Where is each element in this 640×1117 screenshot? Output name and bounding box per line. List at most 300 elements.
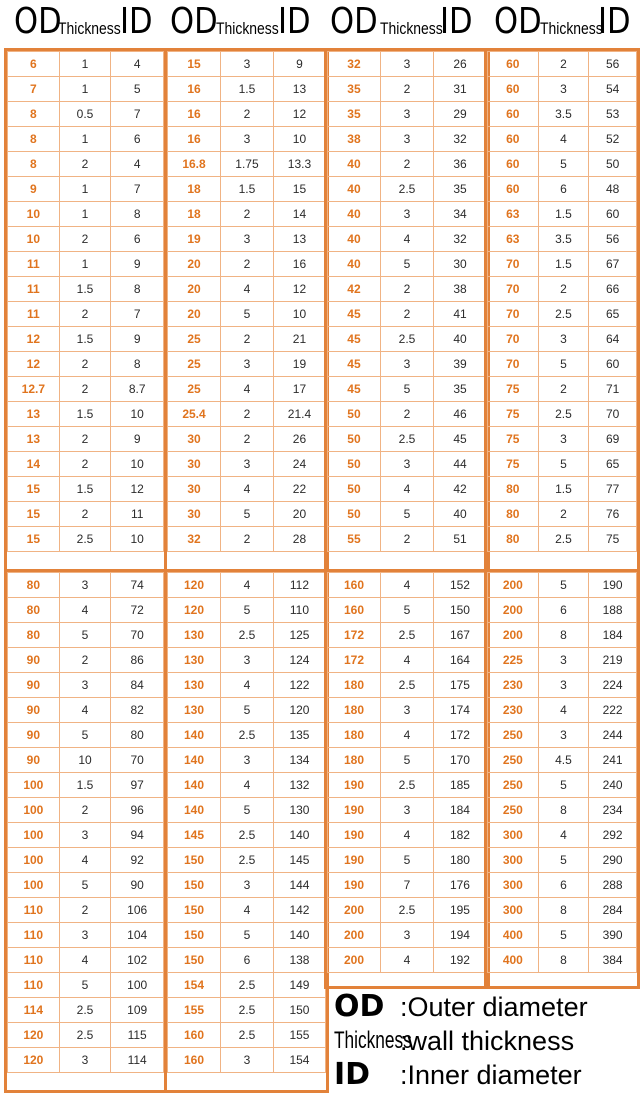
table-row [168, 227, 326, 252]
thickness-cell: 3 [381, 698, 434, 723]
table-row [8, 352, 164, 377]
od-cell: 110 [8, 948, 60, 973]
header-group-2 [166, 0, 326, 46]
od-cell: 25 [168, 377, 221, 402]
thickness-cell: 3 [380, 202, 433, 227]
od-cell: 50 [328, 427, 381, 452]
id-cell: 149 [273, 973, 325, 998]
id-cell: 21 [273, 327, 325, 352]
id-cell: 109 [111, 998, 164, 1023]
table-row [168, 623, 326, 648]
id-cell: 45 [434, 427, 487, 452]
thickness-cell: 2.5 [538, 302, 589, 327]
table-row [8, 973, 164, 998]
thickness-cell: 3 [381, 923, 434, 948]
thickness-cell: 3 [220, 227, 273, 252]
od-cell: 13 [8, 427, 60, 452]
table-row [488, 848, 637, 873]
od-cell: 14 [8, 452, 60, 477]
table-row [488, 723, 637, 748]
table-row [488, 327, 637, 352]
od-cell: 6 [8, 52, 60, 77]
id-cell: 82 [111, 698, 164, 723]
thickness-cell: 2.5 [59, 998, 111, 1023]
table-row [8, 77, 164, 102]
table-row [168, 748, 326, 773]
table-row [488, 623, 637, 648]
od-cell: 250 [488, 748, 539, 773]
table-row [488, 923, 637, 948]
thickness-cell: 2 [538, 52, 589, 77]
thickness-cell: 1 [59, 77, 111, 102]
table-row [328, 227, 487, 252]
table-block [4, 569, 167, 1093]
id-cell: 30 [434, 252, 487, 277]
thickness-cell: 4 [381, 648, 434, 673]
id-cell: 122 [273, 673, 325, 698]
table-row [8, 402, 164, 427]
table-row [168, 252, 326, 277]
thickness-cell: 0.5 [59, 102, 111, 127]
table-row [8, 623, 164, 648]
od-cell: 16.8 [168, 152, 221, 177]
table-row [328, 152, 487, 177]
id-cell: 67 [589, 252, 637, 277]
table-row [328, 452, 487, 477]
id-cell: 32 [434, 227, 487, 252]
thickness-header: Thickness [216, 19, 279, 38]
thickness-cell: 1 [59, 252, 111, 277]
id-cell: 34 [434, 202, 487, 227]
table-row [168, 873, 326, 898]
id-cell: 10 [111, 402, 164, 427]
id-cell: 72 [111, 598, 164, 623]
table-row [168, 973, 326, 998]
od-cell: 80 [8, 598, 60, 623]
od-cell: 11 [8, 302, 60, 327]
od-cell: 300 [488, 898, 539, 923]
id-cell: 75 [589, 527, 637, 552]
id-cell: 172 [433, 723, 486, 748]
id-cell: 135 [273, 723, 325, 748]
table-row [488, 502, 637, 527]
id-cell: 140 [273, 823, 325, 848]
table-row [488, 277, 637, 302]
od-cell: 70 [488, 352, 539, 377]
od-cell: 7 [8, 77, 60, 102]
od-cell: 8 [8, 152, 60, 177]
od-cell: 90 [8, 698, 60, 723]
thickness-cell: 2 [380, 527, 433, 552]
thickness-cell: 5 [380, 377, 433, 402]
id-cell: 7 [111, 177, 164, 202]
table-row [168, 502, 326, 527]
od-cell: 140 [168, 773, 221, 798]
table-row [328, 773, 487, 798]
od-cell: 80 [488, 527, 539, 552]
thickness-cell: 3 [59, 923, 111, 948]
id-cell: 234 [589, 798, 637, 823]
od-cell: 10 [8, 202, 60, 227]
thickness-cell: 3 [380, 102, 433, 127]
thickness-cell: 4 [381, 823, 434, 848]
od-cell: 16 [168, 77, 221, 102]
od-cell: 250 [488, 723, 539, 748]
id-cell: 140 [273, 923, 325, 948]
table-row [488, 152, 637, 177]
thickness-cell: 4 [538, 698, 589, 723]
od-cell: 40 [328, 152, 381, 177]
thickness-cell: 2 [59, 377, 111, 402]
table-row [168, 848, 326, 873]
id-cell: 35 [434, 177, 487, 202]
thickness-cell: 2.5 [538, 402, 589, 427]
od-cell: 35 [328, 77, 381, 102]
id-cell: 138 [273, 948, 325, 973]
id-cell: 74 [111, 573, 164, 598]
thickness-cell: 6 [221, 948, 274, 973]
id-cell: 290 [589, 848, 637, 873]
od-header: OD [14, 1, 62, 42]
id-cell: 174 [433, 698, 486, 723]
thickness-cell: 4 [220, 277, 273, 302]
size-table [7, 572, 164, 1073]
id-cell: 20 [273, 502, 325, 527]
thickness-cell: 1.5 [59, 477, 111, 502]
od-cell: 100 [8, 873, 60, 898]
thickness-cell: 2.5 [381, 898, 434, 923]
thickness-cell: 5 [221, 698, 274, 723]
od-cell: 32 [328, 52, 381, 77]
table-row [488, 773, 637, 798]
thickness-cell: 8 [538, 898, 589, 923]
thickness-cell: 4 [220, 477, 273, 502]
table-row [328, 823, 487, 848]
table-row [8, 152, 164, 177]
table-row [8, 477, 164, 502]
table-row [8, 277, 164, 302]
id-cell: 384 [589, 948, 637, 973]
size-table [327, 572, 487, 973]
id-cell: 76 [589, 502, 637, 527]
id-cell: 56 [589, 52, 637, 77]
id-cell: 8.7 [111, 377, 164, 402]
od-cell: 60 [488, 127, 539, 152]
od-cell: 30 [168, 452, 221, 477]
table-row [328, 527, 487, 552]
table-row [328, 427, 487, 452]
od-cell: 40 [328, 252, 381, 277]
table-row [8, 873, 164, 898]
table-row [328, 352, 487, 377]
id-cell: 8 [111, 202, 164, 227]
od-cell: 30 [168, 427, 221, 452]
od-cell: 40 [328, 202, 381, 227]
od-cell: 172 [328, 623, 381, 648]
thickness-cell: 2 [220, 252, 273, 277]
od-cell: 50 [328, 402, 381, 427]
od-cell: 15 [168, 52, 221, 77]
table-row [328, 723, 487, 748]
thickness-cell: 1.5 [59, 402, 111, 427]
od-cell: 13 [8, 402, 60, 427]
od-cell: 155 [168, 998, 221, 1023]
id-cell: 167 [433, 623, 486, 648]
thickness-cell: 2.5 [380, 427, 433, 452]
od-cell: 30 [168, 502, 221, 527]
od-cell: 50 [328, 452, 381, 477]
od-cell: 130 [168, 648, 221, 673]
od-cell: 38 [328, 127, 381, 152]
od-cell: 70 [488, 327, 539, 352]
od-cell: 140 [168, 723, 221, 748]
id-cell: 124 [273, 648, 325, 673]
od-cell: 130 [168, 673, 221, 698]
thickness-cell: 3 [221, 1048, 274, 1073]
id-cell: 32 [434, 127, 487, 152]
thickness-cell: 2 [59, 302, 111, 327]
id-cell: 13 [273, 77, 325, 102]
id-cell: 42 [434, 477, 487, 502]
thickness-cell: 3 [380, 52, 433, 77]
table-row [168, 127, 326, 152]
table-row [328, 698, 487, 723]
id-cell: 60 [589, 352, 637, 377]
table-row [488, 573, 637, 598]
thickness-cell: 2 [538, 502, 589, 527]
table-row [328, 948, 487, 973]
table-row [8, 798, 164, 823]
id-cell: 41 [434, 302, 487, 327]
od-cell: 150 [168, 923, 221, 948]
id-cell: 48 [589, 177, 637, 202]
id-cell: 56 [589, 227, 637, 252]
od-cell: 45 [328, 352, 381, 377]
thickness-cell: 4 [221, 673, 274, 698]
id-cell: 71 [589, 377, 637, 402]
od-cell: 60 [488, 102, 539, 127]
table-row [8, 1048, 164, 1073]
table-row [328, 252, 487, 277]
id-cell: 152 [433, 573, 486, 598]
thickness-cell: 3.5 [538, 102, 589, 127]
table-row [8, 177, 164, 202]
table-row [168, 923, 326, 948]
size-table [487, 51, 637, 552]
od-cell: 18 [168, 202, 221, 227]
thickness-cell: 2 [59, 648, 111, 673]
id-cell: 150 [433, 598, 486, 623]
id-cell: 288 [589, 873, 637, 898]
thickness-cell: 2.5 [59, 1023, 111, 1048]
od-cell: 90 [8, 648, 60, 673]
table-row [488, 77, 637, 102]
id-cell: 175 [433, 673, 486, 698]
id-cell: 16 [273, 252, 325, 277]
table-row [488, 52, 637, 77]
table-row [328, 102, 487, 127]
thickness-cell: 2.5 [380, 327, 433, 352]
table-row [328, 77, 487, 102]
od-cell: 80 [8, 623, 60, 648]
id-cell: 96 [111, 798, 164, 823]
thickness-cell: 2 [538, 277, 589, 302]
table-row [8, 573, 164, 598]
table-row [8, 502, 164, 527]
thickness-cell: 10 [59, 748, 111, 773]
thickness-cell: 2.5 [380, 177, 433, 202]
od-cell: 100 [8, 773, 60, 798]
id-cell: 241 [589, 748, 637, 773]
thickness-cell: 2 [380, 277, 433, 302]
od-cell: 230 [488, 698, 539, 723]
id-cell: 195 [433, 898, 486, 923]
thickness-cell: 3 [221, 748, 274, 773]
table-row [488, 352, 637, 377]
id-cell: 70 [589, 402, 637, 427]
table-row [488, 823, 637, 848]
thickness-cell: 3 [538, 77, 589, 102]
table-row [328, 202, 487, 227]
table-row [488, 648, 637, 673]
thickness-cell: 2.5 [221, 823, 274, 848]
thickness-cell: 1 [59, 127, 111, 152]
id-cell: 132 [273, 773, 325, 798]
od-cell: 150 [168, 873, 221, 898]
id-cell: 190 [589, 573, 637, 598]
size-table [487, 572, 637, 973]
thickness-cell: 1.5 [220, 77, 273, 102]
thickness-cell: 2 [220, 527, 273, 552]
thickness-cell: 2.5 [221, 623, 274, 648]
od-cell: 11 [8, 277, 60, 302]
table-row [328, 648, 487, 673]
thickness-cell: 1 [59, 202, 111, 227]
id-cell: 39 [434, 352, 487, 377]
od-cell: 12.7 [8, 377, 60, 402]
table-row [328, 848, 487, 873]
id-cell: 44 [434, 452, 487, 477]
table-row [8, 202, 164, 227]
thickness-cell: 2 [59, 452, 111, 477]
id-cell: 26 [434, 52, 487, 77]
table-row [488, 873, 637, 898]
od-cell: 200 [488, 573, 539, 598]
table-row [488, 427, 637, 452]
thickness-cell: 3 [220, 127, 273, 152]
thickness-cell: 5 [538, 452, 589, 477]
od-cell: 42 [328, 277, 381, 302]
id-cell: 26 [273, 427, 325, 452]
id-cell: 185 [433, 773, 486, 798]
thickness-cell: 3 [220, 52, 273, 77]
thickness-cell: 3 [381, 798, 434, 823]
thickness-cell: 3 [538, 723, 589, 748]
thickness-cell: 2.5 [381, 673, 434, 698]
od-cell: 19 [168, 227, 221, 252]
id-cell: 66 [589, 277, 637, 302]
id-cell: 6 [111, 127, 164, 152]
id-cell: 6 [111, 227, 164, 252]
thickness-cell: 2 [220, 202, 273, 227]
thickness-cell: 2 [220, 402, 273, 427]
table-row [328, 623, 487, 648]
thickness-cell: 5 [538, 848, 589, 873]
thickness-cell: 2.5 [538, 527, 589, 552]
od-cell: 130 [168, 698, 221, 723]
thickness-cell: 4 [220, 377, 273, 402]
id-cell: 46 [434, 402, 487, 427]
thickness-cell: 3 [59, 1048, 111, 1073]
table-row [168, 102, 326, 127]
id-header: ID [278, 1, 311, 42]
id-cell: 9 [273, 52, 325, 77]
thickness-cell: 2 [59, 352, 111, 377]
od-cell: 300 [488, 848, 539, 873]
od-cell: 150 [168, 948, 221, 973]
thickness-cell: 5 [380, 252, 433, 277]
thickness-cell: 4 [381, 723, 434, 748]
id-cell: 77 [589, 477, 637, 502]
od-cell: 75 [488, 427, 539, 452]
table-row [328, 502, 487, 527]
id-cell: 13 [273, 227, 325, 252]
id-cell: 106 [111, 898, 164, 923]
id-cell: 80 [111, 723, 164, 748]
thickness-cell: 2.5 [221, 848, 274, 873]
od-cell: 140 [168, 798, 221, 823]
thickness-cell: 1.5 [59, 277, 111, 302]
table-row [488, 402, 637, 427]
od-cell: 11 [8, 252, 60, 277]
thickness-cell: 6 [538, 598, 589, 623]
od-cell: 20 [168, 252, 221, 277]
od-cell: 60 [488, 77, 539, 102]
od-cell: 150 [168, 848, 221, 873]
thickness-cell: 5 [538, 923, 589, 948]
od-cell: 100 [8, 823, 60, 848]
thickness-cell: 5 [221, 798, 274, 823]
thickness-cell: 5 [221, 598, 274, 623]
thickness-cell: 2 [380, 152, 433, 177]
od-cell: 90 [8, 723, 60, 748]
table-row [328, 52, 487, 77]
od-cell: 160 [168, 1048, 221, 1073]
id-cell: 10 [273, 302, 325, 327]
thickness-cell: 2 [220, 427, 273, 452]
id-cell: 180 [433, 848, 486, 873]
id-cell: 8 [111, 352, 164, 377]
od-cell: 180 [328, 723, 381, 748]
od-header: OD [494, 1, 542, 42]
table-row [168, 152, 326, 177]
od-cell: 300 [488, 873, 539, 898]
id-cell: 184 [589, 623, 637, 648]
table-row [8, 227, 164, 252]
od-cell: 15 [8, 477, 60, 502]
thickness-cell: 5 [538, 573, 589, 598]
id-cell: 65 [589, 452, 637, 477]
table-row [328, 402, 487, 427]
id-cell: 7 [111, 102, 164, 127]
table-row [168, 377, 326, 402]
table-row [488, 698, 637, 723]
od-cell: 20 [168, 302, 221, 327]
id-cell: 224 [589, 673, 637, 698]
id-cell: 40 [434, 327, 487, 352]
table-row [168, 673, 326, 698]
id-cell: 142 [273, 898, 325, 923]
